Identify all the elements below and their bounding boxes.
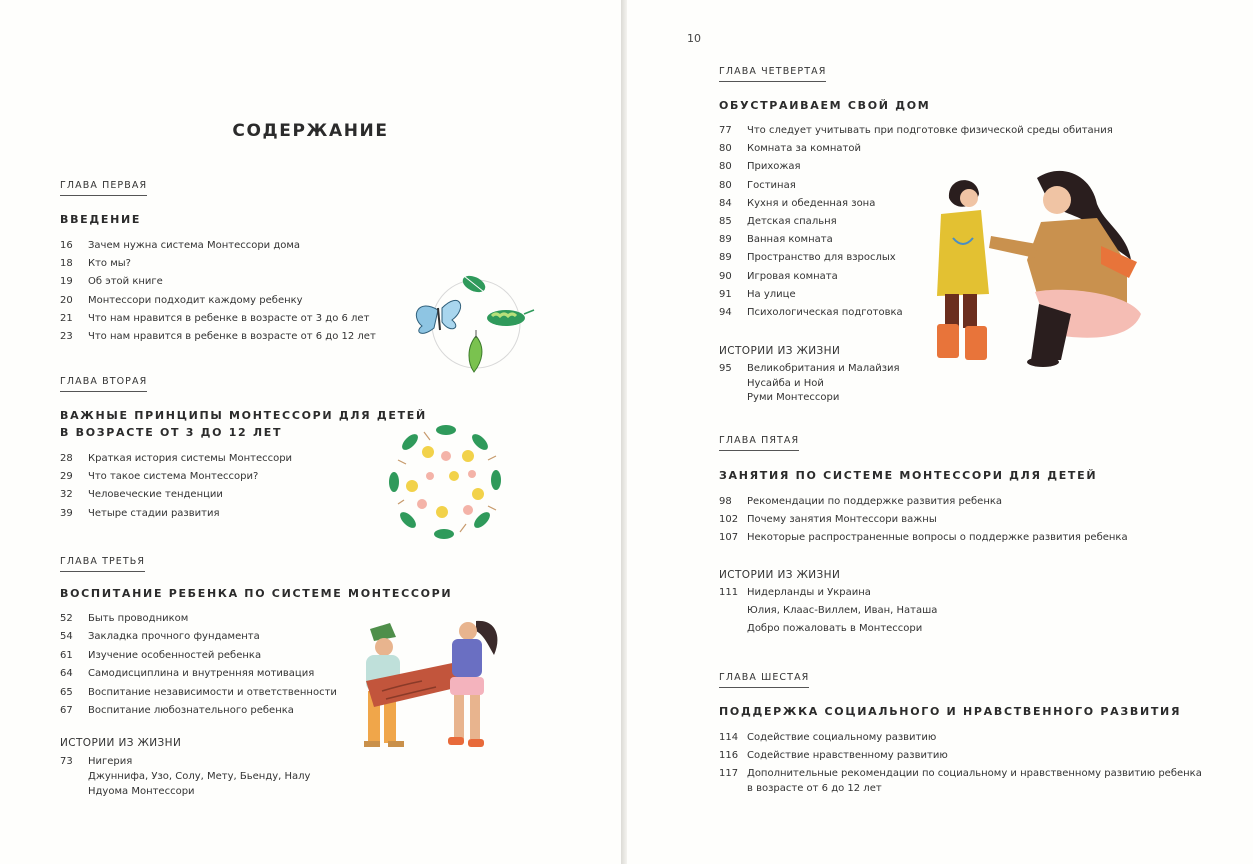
chapter-title-3 <box>60 585 452 602</box>
toc-entry-text: Быть проводником <box>88 613 189 624</box>
toc-page-number: 84 <box>719 197 732 209</box>
butterfly-cycle-illustration <box>408 268 538 376</box>
toc-entry-text: Рекомендации по поддержке развития ребенка <box>747 496 1003 507</box>
toc-page-number: 107 <box>719 532 739 543</box>
chapter-title-line: ВОСПИТАНИЕ РЕБЕНКА ПО СИСТЕМЕ МОНТЕССОРИ <box>60 587 453 600</box>
stories-label-5: ИСТОРИИ ИЗ ЖИЗНИ <box>719 569 841 581</box>
toc-page-number: 91 <box>719 288 732 300</box>
chapter-title-1 <box>60 211 141 228</box>
chapter-title-6 <box>719 703 1181 720</box>
toc-entry-text: Что нам нравится в ребенке в возрасте от 6 до 12 лет <box>88 330 376 342</box>
toc-entry-text: Комната за комнатой <box>747 143 861 155</box>
toc-page-number: 67 <box>60 704 73 716</box>
toc-entry-text: Кто мы? <box>88 258 131 270</box>
toc-page-number: 16 <box>60 240 73 251</box>
toc-entry-text: Краткая история системы Монтессори <box>88 453 293 464</box>
toc-entry-text: Зачем нужна система Монтессори дома <box>88 240 301 251</box>
toc-entry-text: Об этой книге <box>88 276 163 288</box>
toc-page-number: 28 <box>60 453 73 464</box>
toc-entry-text: Монтессори подходит каждому ребенку <box>88 294 303 306</box>
toc-entry-text: Человеческие тенденции <box>88 489 223 501</box>
toc-entry-text: Воспитание независимости и ответственности <box>88 686 337 698</box>
story-page-number[interactable]: 73 <box>60 756 73 767</box>
toc-entry-text: Игровая комната <box>747 270 838 282</box>
toc-page-number: 19 <box>60 276 73 288</box>
toc-page-number: 54 <box>60 631 73 643</box>
toc-page-number: 94 <box>719 306 732 318</box>
toc-page-number: 89 <box>719 234 732 246</box>
chapter-title-line: В ВОЗРАСТЕ ОТ 3 ДО 12 ЛЕТ <box>60 426 283 439</box>
toc-page-number: 21 <box>60 312 73 324</box>
toc-page-number: 23 <box>60 330 73 342</box>
toc-entry-text: в возрасте от 6 до 12 лет <box>747 783 882 794</box>
toc-entry-text: Содействие социальному развитию <box>747 732 937 743</box>
chapter-title-line: ЗАНЯТИЯ ПО СИСТЕМЕ МОНТЕССОРИ ДЛЯ ДЕТЕЙ <box>719 469 1098 482</box>
girl-figure <box>448 621 497 747</box>
toc-entry-text: Изучение особенностей ребенка <box>88 649 262 661</box>
chapter-label-4: ГЛАВА ЧЕТВЕРТАЯ <box>719 66 826 82</box>
mother-figure <box>989 171 1141 367</box>
toc-entry-text: Четыре стадии развития <box>88 507 220 519</box>
right-page <box>627 0 1253 864</box>
story-line[interactable]: Нигерия <box>88 756 133 767</box>
toc-page-number: 61 <box>60 649 73 661</box>
toc-page-number: 117 <box>719 768 739 779</box>
story-line: Юлия, Клаас-Виллем, Иван, Наташа <box>747 605 938 616</box>
toc-page-number: 39 <box>60 507 73 519</box>
toc-page-number: 90 <box>719 270 732 282</box>
story-page-number[interactable]: 111 <box>719 587 739 598</box>
story-line[interactable]: Нидерланды и Украина <box>747 587 871 598</box>
toc-entry-text: На улице <box>747 288 796 300</box>
toc-entry-text: Дополнительные рекомендации по социальному и нравственному развитию ребенка <box>747 768 1202 779</box>
toc-page-number: 20 <box>60 294 73 306</box>
toc-entry-text: Прихожая <box>747 161 801 173</box>
chapter-label-1: ГЛАВА ПЕРВАЯ <box>60 180 147 196</box>
toc-entry-text: Содействие нравственному развитию <box>747 750 948 761</box>
toc-entry-text: Психологическая подготовка <box>747 306 903 318</box>
chapter-label-6: ГЛАВА ШЕСТАЯ <box>719 672 809 688</box>
toc-page-number: 102 <box>719 514 739 525</box>
page-number: 10 <box>687 32 701 45</box>
story-line: Ндуома Монтессори <box>88 786 195 797</box>
chapter-label-3: ГЛАВА ТРЕТЬЯ <box>60 556 145 572</box>
toc-page-number: 65 <box>60 686 73 698</box>
toc-entry-text: Гостиная <box>747 179 796 191</box>
chapter-title-line: ВВЕДЕНИЕ <box>60 213 142 226</box>
toc-page-number: 64 <box>60 668 73 680</box>
toc-page-number: 77 <box>719 125 732 136</box>
toc-page-number: 18 <box>60 258 73 270</box>
chapter-title-2 <box>60 407 427 441</box>
toc-page-number: 32 <box>60 489 73 501</box>
toc-page-number: 98 <box>719 496 732 507</box>
chrysalis-icon <box>469 330 482 372</box>
toc-entry-text: Некоторые распространенные вопросы о поддержке развития ребенка <box>747 532 1128 543</box>
toc-page-number: 29 <box>60 471 73 483</box>
butterfly-icon <box>416 300 460 333</box>
toc-page-number: 116 <box>719 750 739 761</box>
floral-wreath-illustration <box>384 420 508 544</box>
toc-entry-text: Пространство для взрослых <box>747 252 896 264</box>
toc-entry-text: Самодисциплина и внутренняя мотивация <box>88 668 315 680</box>
story-line: Джуннифа, Узо, Солу, Мету, Бьенду, Налу <box>88 771 311 782</box>
chapter-title-4 <box>719 97 930 114</box>
story-page-number[interactable]: 95 <box>719 363 732 374</box>
toc-entry-text: Почему занятия Монтессори важны <box>747 514 937 525</box>
toc-page-number: 52 <box>60 613 73 624</box>
story-line: Руми Монтессори <box>747 392 840 403</box>
toc-page-number: 80 <box>719 161 732 173</box>
toc-entry-text: Что следует учитывать при подготовке физической среды обитания <box>747 125 1113 136</box>
chapter-label-5: ГЛАВА ПЯТАЯ <box>719 435 799 451</box>
toc-entry-text: Ванная комната <box>747 234 833 246</box>
kids-carrying-log-illustration <box>356 615 506 761</box>
toc-entry-text: Что такое система Монтессори? <box>88 471 259 483</box>
page-title: СОДЕРЖАНИЕ <box>232 121 389 141</box>
toc-page-number: 80 <box>719 143 732 155</box>
chapter-label-2: ГЛАВА ВТОРАЯ <box>60 376 147 392</box>
toc-entry-text: Закладка прочного фундамента <box>88 631 260 643</box>
story-line: Нусайба и Ной <box>747 378 824 389</box>
chapter-title-5 <box>719 467 1097 484</box>
stories-label-3: ИСТОРИИ ИЗ ЖИЗНИ <box>60 737 182 749</box>
toc-entry-text: Воспитание любознательного ребенка <box>88 704 294 716</box>
story-line[interactable]: Великобритания и Малайзия <box>747 363 900 374</box>
leaf-egg-icon <box>460 273 488 296</box>
mother-child-illustration <box>931 164 1151 368</box>
chapter-title-line: ПОДДЕРЖКА СОЦИАЛЬНОГО И НРАВСТВЕННОГО РАЗВИТИЯ <box>719 705 1182 718</box>
left-page <box>0 0 621 864</box>
toc-entry-text: Кухня и обеденная зона <box>747 197 876 209</box>
toc-page-number: 80 <box>719 179 732 191</box>
toc-entry-text: Что нам нравится в ребенке в возрасте от 3 до 6 лет <box>88 312 370 324</box>
child-figure <box>937 180 989 360</box>
toc-entry-text: Детская спальня <box>747 215 837 227</box>
chapter-title-line: ВАЖНЫЕ ПРИНЦИПЫ МОНТЕССОРИ ДЛЯ ДЕТЕЙ <box>60 409 427 422</box>
stories-label-4: ИСТОРИИ ИЗ ЖИЗНИ <box>719 345 841 357</box>
chapter-title-line: ОБУСТРАИВАЕМ СВОЙ ДОМ <box>719 99 931 112</box>
leaf-caterpillar-icon <box>487 310 534 326</box>
story-line: Добро пожаловать в Монтессори <box>747 623 923 634</box>
toc-page-number: 85 <box>719 215 732 227</box>
toc-page-number: 114 <box>719 732 739 743</box>
toc-page-number: 89 <box>719 252 732 264</box>
